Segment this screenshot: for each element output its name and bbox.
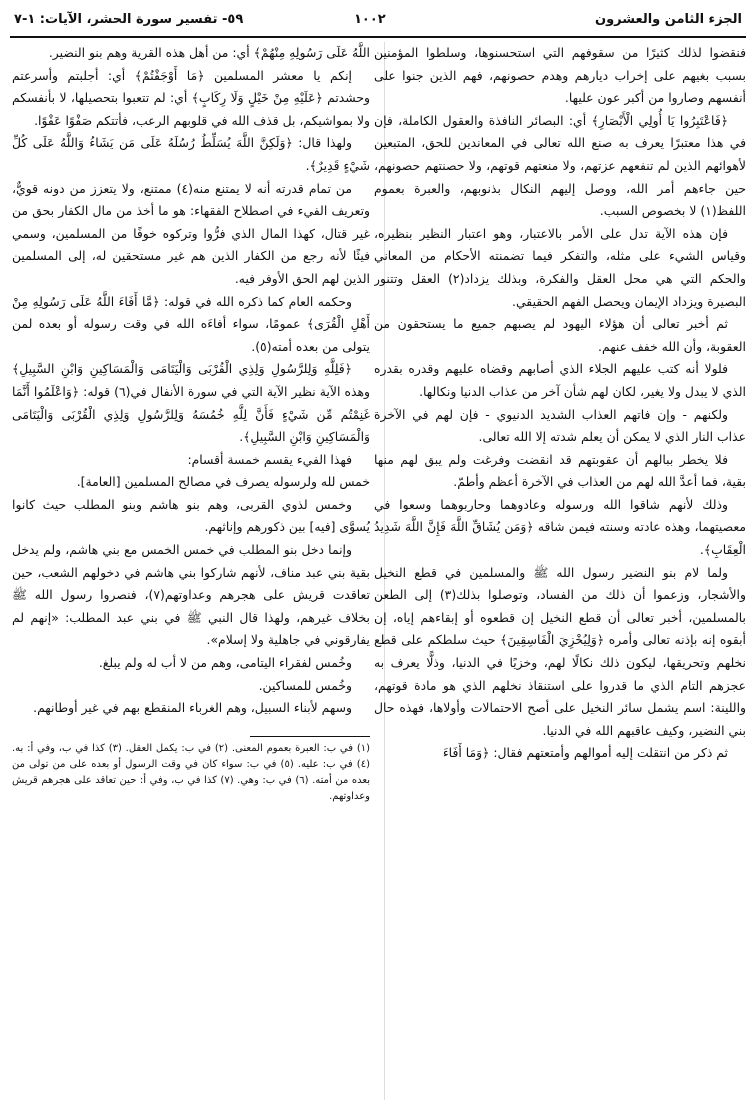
paragraph: ثم ذكر من انتقلت إليه أموالهم وأمتعتهم فقال: ﴿وَمَا أَفَاءَ [442, 745, 728, 761]
paragraph: وإنما دخل بنو المطلب في خمس الخمس مع بني هاشم، ولم يدخل بقية بني عبد مناف، لأنهم شاركوا بني هاشم في دخولهم الشعب، حين تعاقدت قريش على هجرهم وعداوتهم(٧)، فنصروا رسول الله ﷺ بخلاف غيرهم، ولهذا قال النبي ﷺ في بني عبد المطلب: «إنهم لم يفارقوني في جاهلية ولا إسلام». [12, 542, 370, 648]
paragraph: خمس لله ولرسوله يصرف في مصالح المسلمين [العامة]. [76, 474, 370, 490]
paragraph: ﴿فَاعْتَبِرُوا يَا أُولِي الْأَبْصَارِ﴾ أي: البصائر النافذة والعقول الكاملة، فإن في هذا معتبرًا يعرف به صنع الله تعالى في المعاندين للحق، المتبعين لأهوائهم الذين لم تنفعهم عزتهم، ولا منعتهم قوتهم، ولا حصنتهم حصونهم، حين جاءهم أمر الله، ووصل إليهم النكال بذنوبهم، والعبرة بعموم اللفظ(١) لا بخصوص السبب. [374, 112, 746, 219]
paragraph: فنقضوا لذلك كثيرًا من سقوفهم التي استحسنوها، وسلطوا المؤمنين بسبب بغيهم على إخراب ديارهم وهدم حصونهم، فهم الذين جنوا على أنفسهم وصاروا من أكبر عون عليها. [374, 45, 746, 106]
paragraph: وخمس لذوي القربى، وهم بنو هاشم وبنو المطلب حيث كانوا يُسوَّى [فيه] بين ذكورهم وإناثهم. [12, 496, 370, 535]
surah-title: ٥٩- تفسير سورة الحشر، الآيات: ١-٧ [14, 12, 244, 27]
paragraph: ﴿فَلِلَّهِ وَلِلرَّسُولِ وَلِذِي الْقُرْبَى وَالْيَتَامَى وَالْمَسَاكِينِ وَابْنِ السَّبِيلِ﴾ وهذه الآية نظير الآية التي في سورة الأنفال في(٦) قوله: ﴿وَاعْلَمُوا أَنَّمَا غَنِمْتُم مِّن شَيْءٍ فَأَنَّ لِلَّهِ خُمُسَهُ وَلِلرَّسُولِ وَلِذِي الْقُرْبَى وَالْيَتَامَى وَالْمَسَاكِينِ وَابْنِ السَّبِيلِ﴾. [12, 361, 370, 445]
paragraph: من تمام قدرته أنه لا يمتنع منه(٤) ممتنع، ولا يتعزز من دونه قويٌّ، وتعريف الفيء في اصطلاح الفقهاء: هو ما أخذ من مال الكفار بحق من غير قتال، كهذا المال الذي فرُّوا وتركوه خوفًا من المسلمين، وسمي فيئًا لأنه رجع من الكفار الذين هم غير مستحقين له، إلى المسلمين الذين لهم الحق الأوفر فيه. [12, 180, 370, 286]
page-number: ١٠٠٢ [354, 12, 386, 27]
page-header [10, 6, 746, 38]
paragraph: وسهم لأبناء السبيل، وهم الغرباء المنقطع بهم في غير أوطانهم. [33, 700, 352, 716]
part-title: الجزء الثامن والعشرون [594, 12, 742, 27]
paragraph: وحكمه العام كما ذكره الله في قوله: ﴿مَّا أَفَاءَ اللَّهُ عَلَى رَسُولِهِ مِنْ أَهْلِ الْقُرَى﴾ عمومًا، سواء أفاءَه الله في وقت رسوله أو بعده لمن يتولى من بعده أمته(٥). [12, 293, 370, 354]
paragraph: ولكنهم - وإن فاتهم العذاب الشديد الدنيوي - فإن لهم في الآخرة عذاب النار الذي لا يمكن أن يعلم شدته إلا الله تعالى. [374, 406, 746, 445]
paragraph: فإن هذه الآية تدل على الأمر بالاعتبار، وهو اعتبار النظير بنظيره، وقياس الشيء على مثله، والتفكر فيما تضمنته الأحكام من المعاني والحكم التي هي محل العقل والفكرة، وبذلك يزداد(٢) العقل وتتنور البصيرة ويزداد الإيمان ويحصل الفهم الحقيقي. [374, 225, 746, 309]
paragraph: فلولا أنه كتب عليهم الجلاء الذي أصابهم وقضاه عليهم وقدره بقدره الذي لا يبدل ولا يغير، لكان لهم شأن آخر من عذاب الدنيا ونكالها. [374, 361, 746, 399]
footnotes [12, 741, 370, 805]
paragraph: ولهذا قال: ﴿وَلَكِنَّ اللَّهَ يُسَلِّطُ رُسُلَهُ عَلَى مَن يَشَاءُ وَاللَّهُ عَلَى كُلِّ شَيْءٍ قَدِيرٌ﴾. [12, 135, 370, 173]
paragraph: فهذا الفيء يقسم خمسة أقسام: [187, 451, 352, 467]
footnote-text: (١) في ب: العبرة بعموم المعنى. (٢) في ب: يكمل العقل. (٣) كذا في ب، وفي أ: به. (٤) في ب: عليه. (٥) في ب: سواء كان في وقت الرسول أو بعده على من تولى من بعده من أمته. (٦) في ب: وهي. (٧) كذا في ب، وفي أ: حين تعاقد على هجرهم قريش وعداوتهم. [12, 742, 370, 802]
right-column [374, 42, 746, 1104]
paragraph: اللَّهُ عَلَى رَسُولِهِ مِنْهُمْ﴾ أي: من أهل هذه القرية وهم بنو النضير. [48, 45, 370, 60]
paragraph: وخُمس لفقراء اليتامى، وهم من لا أب له ولم يبلغ. [98, 655, 352, 671]
paragraph: وخُمس للمساكين. [258, 677, 352, 693]
paragraph: فلا يخطر ببالهم أن عقوبتهم قد انقضت وفرغت ولم يبق لهم منها بقية، فما أعدَّ الله لهم من العذاب في الآخرة أعظم وأطمّ. [374, 451, 746, 490]
paragraph: إنكم يا معشر المسلمين ﴿مَا أَوْجَفْتُمْ﴾ أي: أجلبتم وأسرعتم وحشدتم ﴿عَلَيْهِ مِنْ خَيْلٍ وَلَا رِكَابٍ﴾ أي: لم تتعبوا بتحصيلها، لا بأنفسكم ولا بمواشيكم، بل قذف الله في قلوبهم الرعب، فأتتكم صَفْوًا عَفْوًا. [12, 67, 370, 128]
left-column [12, 42, 370, 1104]
paragraph: ثم أخبر تعالى أن هؤلاء اليهود لم يصبهم جميع ما يستحقون من العقوبة، وأن الله خفف عنهم. [374, 316, 746, 354]
paragraph: ولما لام بنو النضير رسول الله ﷺ والمسلمين في قطع النخيل والأشجار، وزعموا أن ذلك من الفساد، وتوصلوا بذلك(٣) إلى الطعن بالمسلمين، أخبر تعالى أن قطع النخيل إن قطعوه أو إبقاءهم إياه، إن أبقوه إنه بإذنه تعالى وأمره ﴿وَلِيُخْزِيَ الْفَاسِقِينَ﴾ حيث سلطكم على قطع نخلهم وتحريقها، ليكون ذلك نكالًا لهم، وخزيًا في الدنيا، وذلًّا يعرف به عجزهم التام الذي ما قدروا على استنقاذ نخلهم الذي هو مادة قوتهم، واللينة: اسم يشمل سائر النخيل على أصح الاحتمالات وأولاها، فهذه حال بني النضير، وكيف عاقبهم الله في الدنيا. [374, 564, 746, 738]
paragraph: وذلك لأنهم شاقوا الله ورسوله وعادوهما وحاربوهما وسعوا في معصيتهما، وهذه عادته وسنته فيمن شاقه ﴿وَمَن يُشَاقِّ اللَّهَ فَإِنَّ اللَّهَ شَدِيدُ الْعِقَابِ﴾. [374, 496, 746, 558]
footnote-rule [250, 736, 370, 737]
